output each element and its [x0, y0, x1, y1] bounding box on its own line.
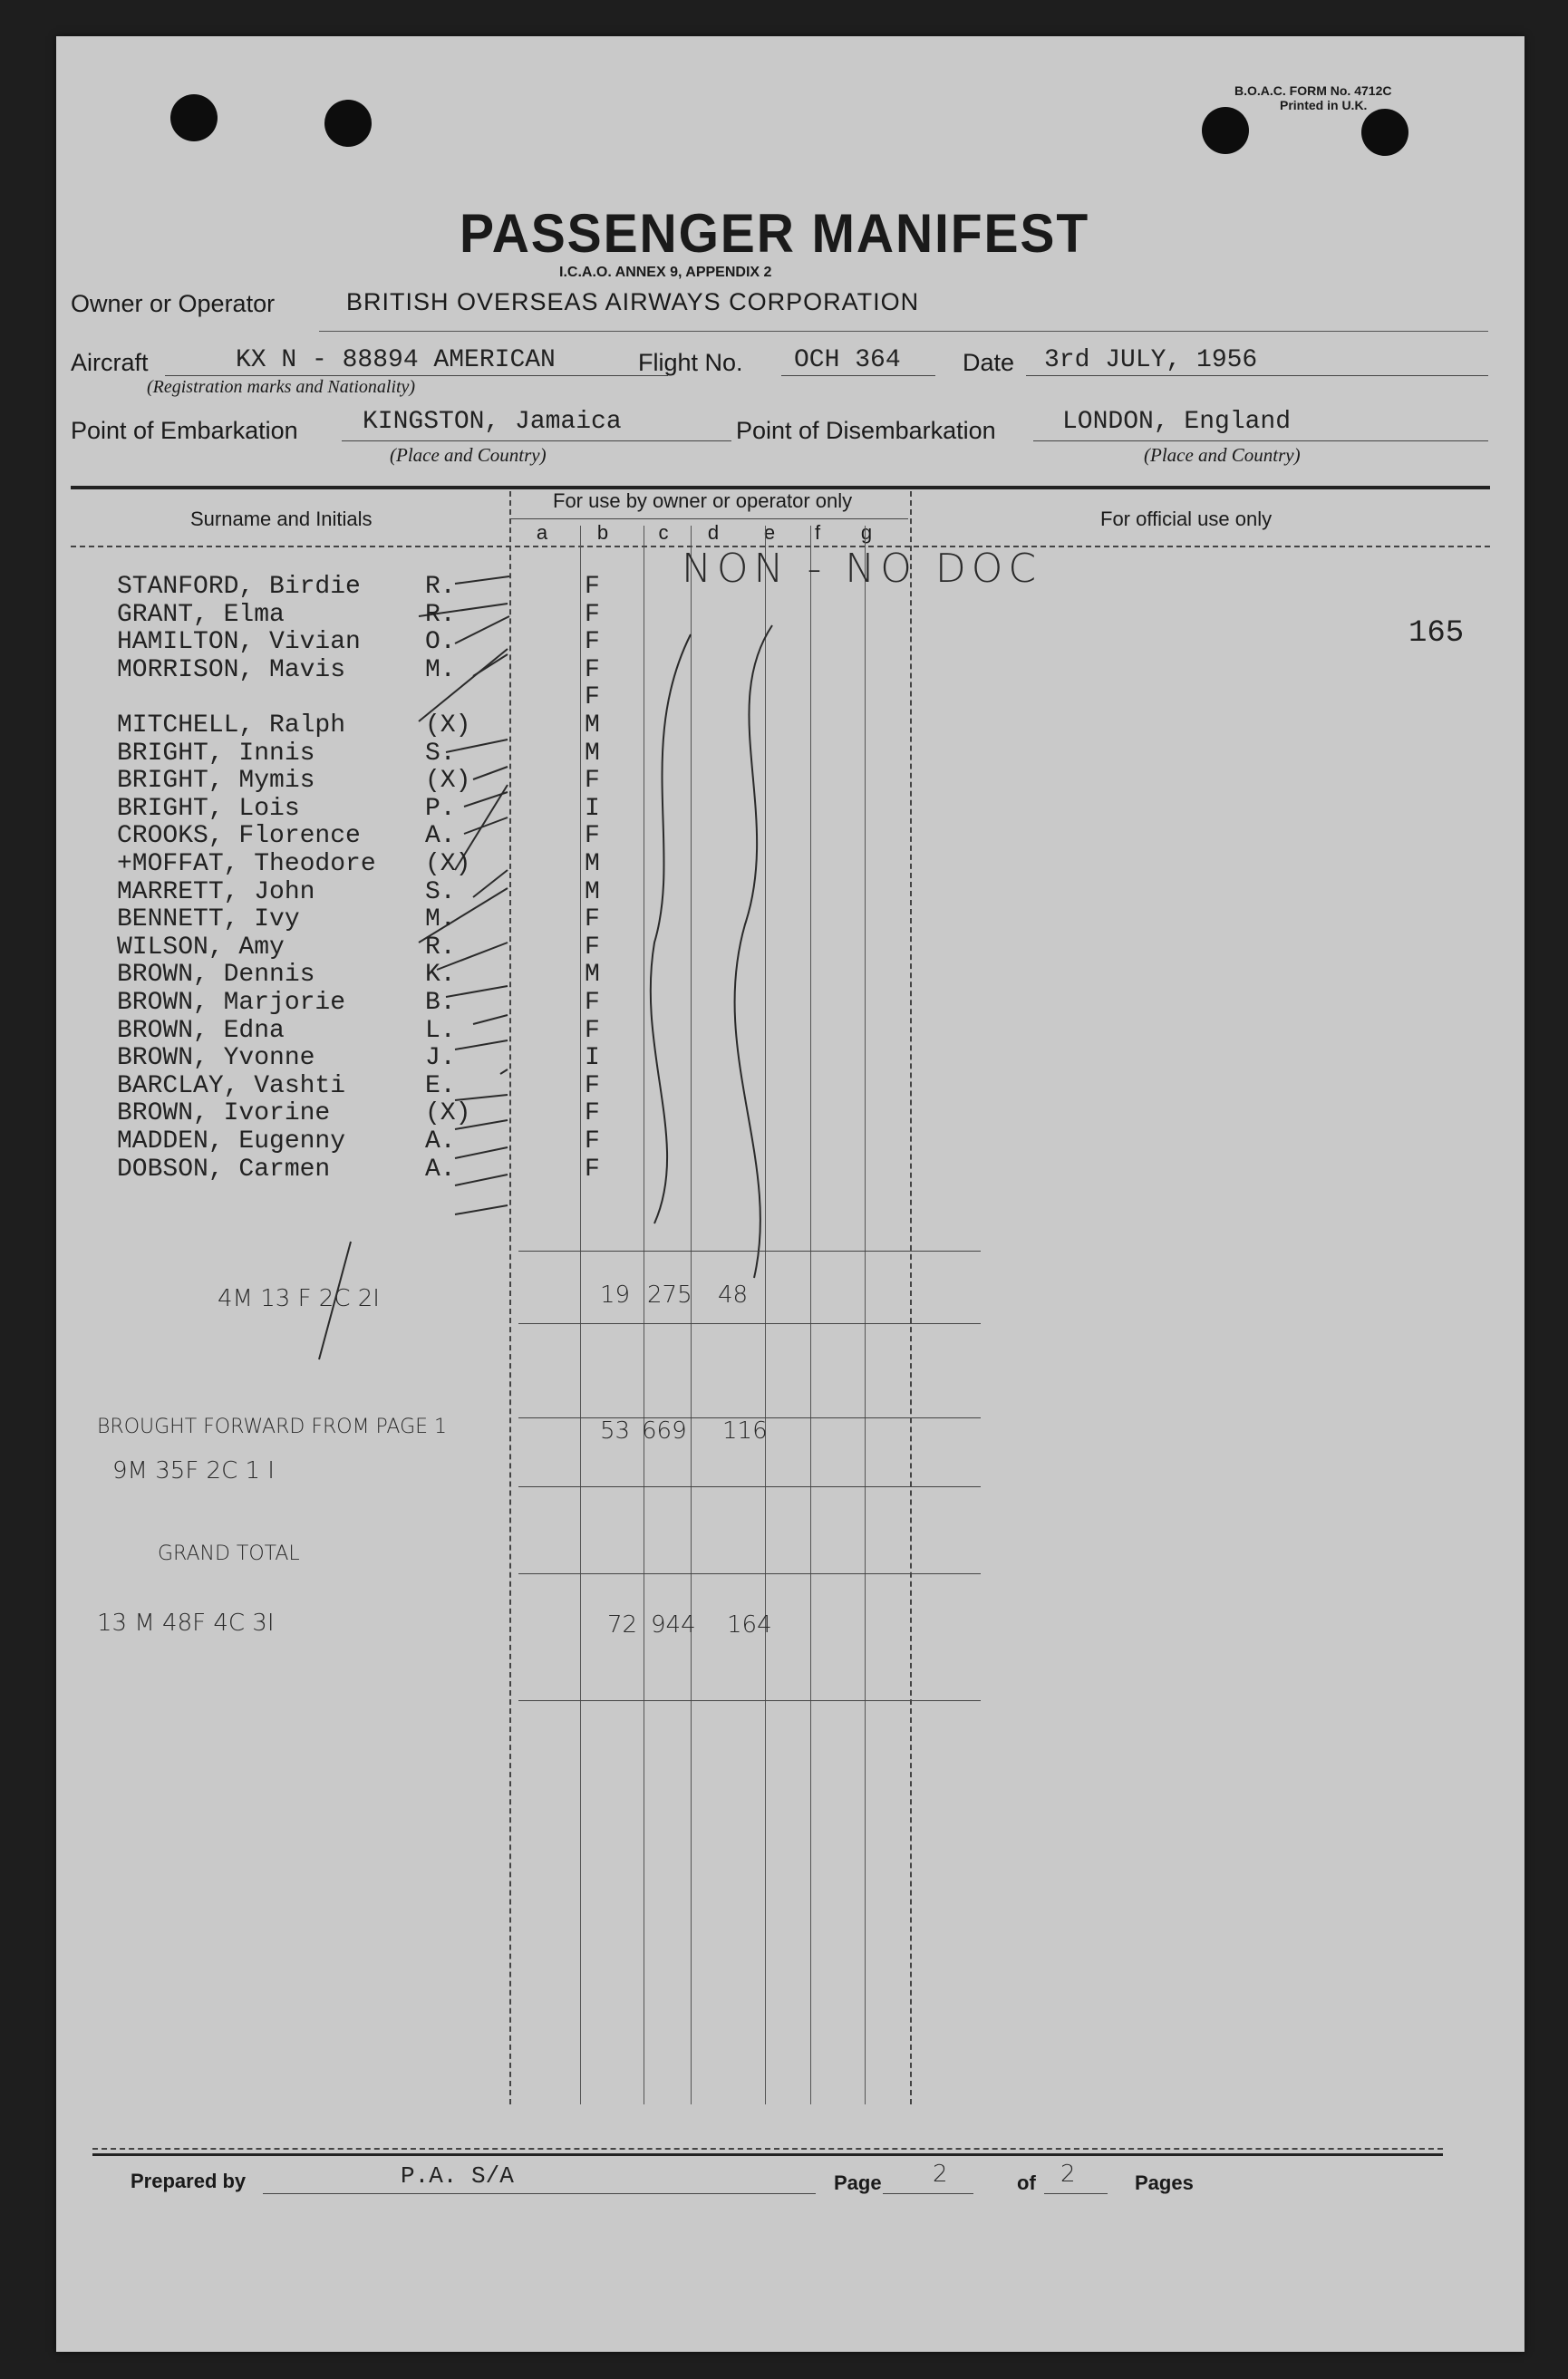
passenger-name: MADDEN, Eugenny [117, 1127, 346, 1156]
passenger-name: WILSON, Amy [117, 933, 285, 962]
brought-forward-d: 116 [722, 1417, 768, 1445]
passenger-name: CROOKS, Florence [117, 822, 361, 851]
prepared-by-label: Prepared by [131, 2170, 247, 2192]
passenger-row [117, 1156, 624, 1184]
official-number: 165 [1408, 616, 1465, 651]
grand-total-b: 72 [607, 1611, 638, 1639]
passenger-category-code: F [585, 683, 600, 712]
passenger-category-code: F [585, 573, 600, 601]
passenger-name: STANFORD, Birdie [117, 573, 361, 601]
page-label: Page [834, 2171, 882, 2194]
grand-total-sub: 13 M 48F 4C 3I [97, 1610, 275, 1637]
pages-label: Pages [1135, 2171, 1194, 2194]
form-reference: B.O.A.C. FORM No. 4712C [1234, 83, 1392, 98]
passenger-row [117, 740, 624, 768]
passenger-row [117, 878, 624, 906]
passenger-category-code: F [585, 989, 600, 1017]
page-totals-label: 4M 13 F 2C 2I [218, 1285, 380, 1312]
aircraft-label: Aircraft [71, 349, 149, 376]
passenger-category-code: F [585, 1155, 600, 1184]
passenger-row [117, 573, 624, 601]
of-label: of [1017, 2171, 1036, 2194]
handwritten-note: NON - NO DOC [682, 546, 1042, 592]
column-header-c: c [658, 521, 669, 544]
passenger-initial: A. [425, 1155, 456, 1184]
passenger-initial: S. [425, 739, 456, 768]
passenger-initial: P. [425, 794, 456, 823]
passenger-category-code: F [585, 628, 600, 657]
column-header-g: g [860, 521, 873, 544]
passenger-category-code: I [585, 794, 600, 823]
passenger-initial: (X) [425, 850, 471, 878]
passenger-name: +MOFFAT, Theodore [117, 850, 376, 878]
passenger-category-code: F [585, 905, 600, 934]
passenger-row [117, 822, 624, 850]
surname-header: Surname and Initials [190, 508, 373, 530]
passenger-category-code: M [585, 961, 600, 990]
passenger-name: BROWN, Ivorine [117, 1099, 331, 1128]
manifest-sheet [56, 36, 1524, 2352]
passenger-category-code: M [585, 850, 600, 878]
column-header-d: d [707, 521, 720, 544]
passenger-category-code: F [585, 1127, 600, 1156]
passenger-initial: M. [425, 655, 456, 684]
handwritten-marks [56, 36, 1524, 2352]
passenger-name: BENNETT, Ivy [117, 905, 300, 934]
passenger-initial: (X) [425, 1099, 471, 1128]
operator-use-header: For use by owner or operator only [553, 489, 853, 512]
passenger-row [117, 656, 624, 684]
passenger-category-code: F [585, 1071, 600, 1100]
passenger-category-code: F [585, 767, 600, 796]
passenger-name: BROWN, Dennis [117, 961, 315, 990]
passenger-initial: M. [425, 905, 456, 934]
prepared-by-value: P.A. S/A [401, 2162, 514, 2190]
passenger-row [117, 628, 624, 656]
passenger-name: BRIGHT, Innis [117, 739, 315, 768]
grand-total-label: GRAND TOTAL [158, 1542, 300, 1565]
passenger-category-code: M [585, 877, 600, 906]
column-header-f: f [814, 521, 821, 544]
owner-label: Owner or Operator [71, 290, 276, 317]
passenger-category-code: F [585, 655, 600, 684]
disembarkation-note: (Place and Country) [1144, 444, 1301, 466]
passenger-row [117, 795, 624, 823]
passenger-initial: R. [425, 573, 456, 601]
passenger-initial: (X) [425, 767, 471, 796]
passenger-initial: R. [425, 600, 456, 629]
column-header-e: e [763, 521, 776, 544]
date-label: Date [963, 349, 1015, 376]
passenger-category-code: F [585, 600, 600, 629]
passenger-initial: J. [425, 1044, 456, 1073]
brought-forward-sub: 9M 35F 2C 1 I [112, 1457, 275, 1484]
page-number: 2 [933, 2161, 948, 2188]
passenger-category-code: F [585, 1016, 600, 1045]
passenger-initial: S. [425, 877, 456, 906]
total-pages: 2 [1060, 2161, 1076, 2188]
passenger-name: MORRISON, Mavis [117, 655, 346, 684]
passenger-initial: (X) [425, 711, 471, 740]
passenger-row [117, 767, 624, 795]
passenger-row [117, 961, 624, 989]
passenger-initial: L. [425, 1016, 456, 1045]
passenger-row [117, 1127, 624, 1156]
column-header-a: a [536, 521, 548, 544]
brought-forward-c: 669 [642, 1417, 687, 1445]
passenger-category-code: I [585, 1044, 600, 1073]
embarkation-label: Point of Embarkation [71, 417, 298, 444]
aircraft-value: KX N - 88894 AMERICAN [236, 346, 556, 374]
passenger-row [117, 1099, 624, 1127]
passenger-row [117, 1017, 624, 1045]
disembarkation-label: Point of Disembarkation [736, 417, 996, 444]
passenger-initial: K. [425, 961, 456, 990]
form-printed-note: Printed in U.K. [1280, 98, 1368, 112]
passenger-row [117, 1072, 624, 1100]
passenger-initial: E. [425, 1071, 456, 1100]
passenger-category-code: M [585, 711, 600, 740]
grand-total-c: 944 [651, 1611, 696, 1639]
passenger-row [117, 850, 624, 878]
passenger-initial: B. [425, 989, 456, 1017]
passenger-row [117, 601, 624, 629]
embarkation-value: KINGSTON, Jamaica [363, 408, 622, 436]
brought-forward-b: 53 [600, 1417, 631, 1445]
passenger-category-code: F [585, 1099, 600, 1128]
embarkation-note: (Place and Country) [390, 444, 547, 466]
brought-forward-label: BROUGHT FORWARD FROM PAGE 1 [97, 1416, 448, 1438]
official-use-header: For official use only [1100, 508, 1273, 530]
passenger-row [117, 933, 624, 962]
passenger-category-code: F [585, 933, 600, 962]
passenger-row [117, 1044, 624, 1072]
passenger-name: DOBSON, Carmen [117, 1155, 331, 1184]
aircraft-note: (Registration marks and Nationality) [147, 377, 416, 397]
page-totals-d: 48 [718, 1281, 749, 1309]
passenger-initial: A. [425, 822, 456, 851]
passenger-row [117, 905, 624, 933]
passenger-name: BROWN, Edna [117, 1016, 285, 1045]
passenger-category-code: M [585, 739, 600, 768]
passenger-name: BROWN, Yvonne [117, 1044, 315, 1073]
flight-label: Flight No. [638, 349, 743, 376]
passenger-row [117, 711, 624, 740]
passenger-row [117, 683, 624, 711]
passenger-initial: R. [425, 933, 456, 962]
page-totals-b: 19 [600, 1281, 631, 1309]
passenger-initial: A. [425, 1127, 456, 1156]
page-totals-c: 275 [647, 1281, 692, 1309]
passenger-initial: O. [425, 628, 456, 657]
page-subtitle: I.C.A.O. ANNEX 9, APPENDIX 2 [559, 265, 772, 280]
passenger-name: MITCHELL, Ralph [117, 711, 346, 740]
column-header-b: b [596, 521, 609, 544]
passenger-name: BRIGHT, Lois [117, 794, 300, 823]
disembarkation-value: LONDON, England [1062, 408, 1292, 436]
passenger-name: BRIGHT, Mymis [117, 767, 315, 796]
passenger-name: GRANT, Elma [117, 600, 285, 629]
passenger-name: MARRETT, John [117, 877, 315, 906]
passenger-category-code: F [585, 822, 600, 851]
grand-total-d: 164 [727, 1611, 772, 1639]
passenger-row [117, 989, 624, 1017]
flight-value: OCH 364 [794, 346, 901, 374]
owner-value: BRITISH OVERSEAS AIRWAYS CORPORATION [346, 288, 920, 315]
passenger-name: BARCLAY, Vashti [117, 1071, 346, 1100]
passenger-name: BROWN, Marjorie [117, 989, 346, 1017]
date-value: 3rd JULY, 1956 [1044, 346, 1258, 374]
page-title: PASSENGER MANIFEST [460, 203, 1090, 264]
passenger-name: HAMILTON, Vivian [117, 628, 361, 657]
